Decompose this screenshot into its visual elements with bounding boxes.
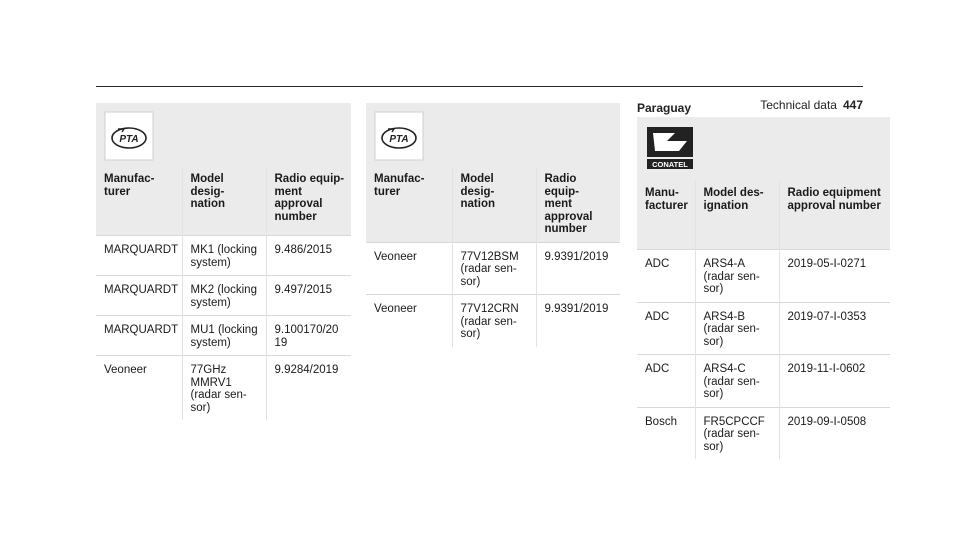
cell-model: MU1 (locking system)	[182, 316, 266, 356]
table-row	[637, 355, 890, 408]
pta-logo-text: PTA	[389, 134, 409, 145]
logo-cell	[366, 103, 620, 167]
page-number: 447	[842, 98, 863, 112]
cell-approval: 2019-05-I-0271	[779, 250, 890, 303]
approval-table-pta-1	[96, 103, 351, 420]
conatel-logo-icon	[645, 125, 695, 171]
col-header-approval: Radio equip- ment approval number	[266, 167, 351, 236]
cell-manufacturer: MARQUARDT	[96, 316, 182, 356]
cell-manufacturer: ADC	[637, 302, 695, 355]
table-row	[96, 276, 351, 316]
cell-manufacturer: Veoneer	[366, 242, 452, 295]
col-header-approval: Radio equip- ment approval number	[536, 167, 620, 242]
cell-model: 77V12BSM (radar sen- sor)	[452, 242, 536, 295]
conatel-logo-text: CONATEL	[652, 160, 688, 169]
cell-manufacturer: Veoneer	[96, 356, 182, 421]
cell-model: FR5CPCCF (radar sen- sor)	[695, 407, 779, 459]
cell-model: ARS4-B (radar sen- sor)	[695, 302, 779, 355]
cell-approval: 9.100170/20 19	[266, 316, 351, 356]
cell-approval: 9.9284/2019	[266, 356, 351, 421]
cell-model: 77V12CRN (radar sen- sor)	[452, 295, 536, 347]
cell-approval: 2019-09-I-0508	[779, 407, 890, 459]
col-header-model: Model desig- nation	[452, 167, 536, 242]
table-row	[96, 236, 351, 276]
page-header	[760, 98, 863, 112]
table-row	[96, 356, 351, 421]
table-row	[96, 316, 351, 356]
cell-manufacturer: MARQUARDT	[96, 276, 182, 316]
pta-logo-text: PTA	[119, 134, 139, 145]
table-row	[637, 407, 890, 459]
cell-approval: 2019-07-I-0353	[779, 302, 890, 355]
cell-model: ARS4-A (radar sen- sor)	[695, 250, 779, 303]
cell-approval: 9.9391/2019	[536, 295, 620, 347]
cell-manufacturer: Bosch	[637, 407, 695, 459]
pta-logo-icon	[104, 111, 154, 161]
paraguay-title: Paraguay	[637, 101, 692, 115]
col-header-manufacturer: Manufac- turer	[96, 167, 182, 236]
section-title: Technical data	[760, 98, 837, 112]
header-rule	[96, 86, 863, 87]
col-header-manufacturer: Manufac- turer	[366, 167, 452, 242]
table-row	[366, 242, 620, 295]
cell-model: 77GHz MMRV1 (radar sen- sor)	[182, 356, 266, 421]
cell-approval: 9.497/2015	[266, 276, 351, 316]
cell-model: MK2 (locking system)	[182, 276, 266, 316]
cell-model: MK1 (locking system)	[182, 236, 266, 276]
col-header-manufacturer: Manu- facturer	[637, 181, 695, 250]
logo-cell	[637, 117, 890, 181]
cell-approval: 9.486/2015	[266, 236, 351, 276]
pta-logo-icon	[374, 111, 424, 161]
col-header-approval: Radio equipment approval number	[779, 181, 890, 250]
cell-manufacturer: Veoneer	[366, 295, 452, 347]
approval-table-paraguay	[637, 117, 890, 459]
cell-approval: 2019-11-I-0602	[779, 355, 890, 408]
cell-approval: 9.9391/2019	[536, 242, 620, 295]
col-header-model: Model des- ignation	[695, 181, 779, 250]
table-row	[366, 295, 620, 347]
cell-model: ARS4-C (radar sen- sor)	[695, 355, 779, 408]
cell-manufacturer: MARQUARDT	[96, 236, 182, 276]
cell-manufacturer: ADC	[637, 355, 695, 408]
col-header-model: Model desig- nation	[182, 167, 266, 236]
table-row	[637, 302, 890, 355]
cell-manufacturer: ADC	[637, 250, 695, 303]
table-row	[637, 250, 890, 303]
approval-table-pta-2	[366, 103, 620, 347]
logo-cell	[96, 103, 351, 167]
